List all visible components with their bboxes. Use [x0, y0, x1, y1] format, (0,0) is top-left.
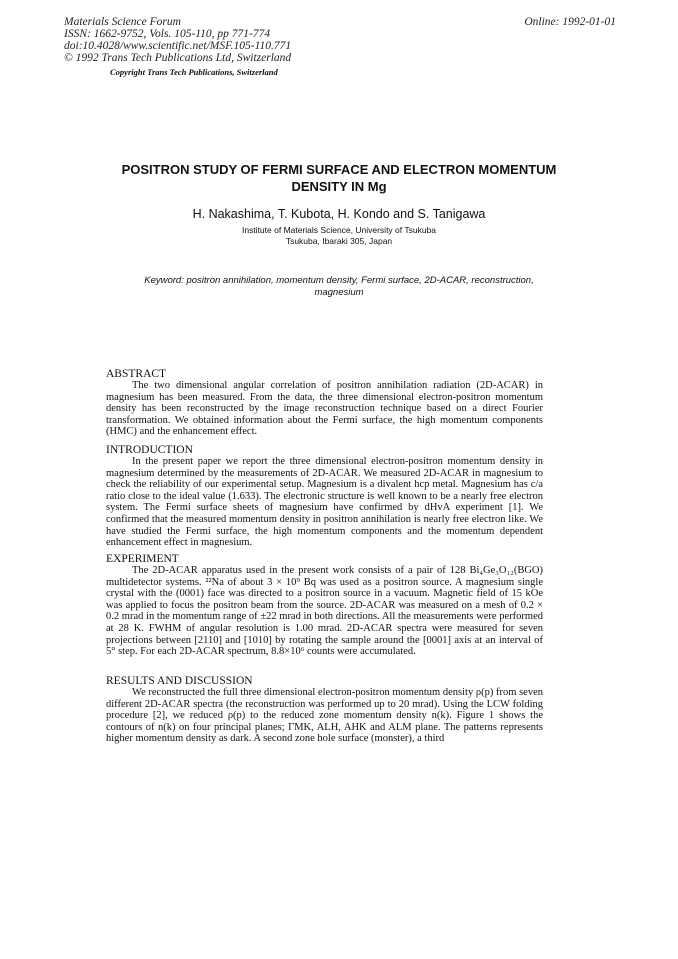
title-line-2: DENSITY IN Mg [291, 179, 387, 194]
section-paragraph: The two dimensional angular correlation of positron annihilation radiation (2D-ACAR) in magnesium has been measured. From the data, the three dimensional electron-positron momentum density has been reconstructed by the image reconstruction technique based on a direct Fourier transformation. We obtained information about the Fermi surface, the high momentum components (HMC) and the enhancement effect. [106, 380, 543, 438]
section-heading: ABSTRACT [106, 368, 167, 380]
section-paragraph: In the present paper we report the three dimensional electron-positron momentum density in magnesium determined by the measurements of 2D-ACAR. We measured 2D-ACAR in magnesium to check the reliability of our experimental setup. Magnesium is a divalent hcp metal. Magnesium has c/a ratio close to the ideal value (1.633). The electronic structure is well known to be a nearly free electron system. The Fermi surface sheets of magnesium have confirmed by dHvA experiment [1]. We confirmed that the measured momentum density in positron annihilation is nearly free electron like. We have studied the Fermi surface, the high momentum components and the momentum dependent enhancement effect in magnesium. [106, 456, 543, 549]
keywords-line-2: magnesium [314, 287, 364, 298]
author-list: H. Nakashima, T. Kubota, H. Kondo and S. Tanigawa [192, 207, 486, 221]
keywords-line-1: Keyword: positron annihilation, momentum density, Fermi surface, 2D-ACAR, reconstruction, [144, 275, 534, 286]
section-results [106, 675, 543, 745]
section-paragraph: We reconstructed the full three dimensional electron-positron momentum density ρ(p) from seven different 2D-ACAR spectra (the reconstruction was performed up to 20 mrad). Using the LCW folding procedure [2], we reduced ρ(p) to the reduced zone momentum density n(k). Figure 1 shows the contours of n(k) on four principal planes; ΓMK, ALH, AHK and ALM plane. The patterns represents higher momentum density as dark. A second zone hole surface (monster), a third [106, 687, 543, 745]
journal-name: Materials Science Forum [64, 16, 181, 28]
affiliation-line-2: Tsukuba, Ibaraki 305, Japan [285, 236, 393, 246]
journal-header [64, 16, 291, 64]
affiliation-line-1: Institute of Materials Science, University of Tsukuba [241, 225, 436, 235]
keywords [0, 275, 678, 299]
section-heading: RESULTS AND DISCUSSION [106, 675, 253, 687]
copyright-line: © 1992 Trans Tech Publications Ltd, Switzerland [64, 52, 292, 64]
section-abstract [106, 368, 543, 438]
title-line-1: POSITRON STUDY OF FERMI SURFACE AND ELECTRON MOMENTUM [121, 162, 557, 177]
section-introduction [106, 444, 543, 549]
doi-link[interactable]: doi:10.4028/www.scientific.net/MSF.105-110.771 [64, 40, 292, 52]
issn-line: ISSN: 1662-9752, Vols. 105-110, pp 771-774 [64, 28, 271, 40]
paper-title [0, 161, 678, 195]
section-heading: INTRODUCTION [106, 444, 193, 456]
publisher-note: Copyright Trans Tech Publications, Switzerland [110, 67, 278, 77]
affiliation [0, 225, 678, 247]
section-paragraph: The 2D-ACAR apparatus used in the present work consists of a pair of 128 Bi₄Ge₃O₁₂(BGO) multidetector systems. ²²Na of about 3 × 10⁹ Bq was used as a positron source. A magnesium single crystal with the (0001) face was directed to a positron source in a vacuum. Magnetic field of 15 kOe was applied to focus the positron beam from the source. 2D-ACAR was measured on a mesh of 0.2 × 0.2 mrad in the momentum range of ±22 mrad in both directions. All the measurements were performed at 28 K. FWHM of angular resolution is 1.00 mrad. 2D-ACAR spectra were measured for seven projections between [2110] and [1010] by rotating the sample around the [0001] axis at an interval of 5° step. For each 2D-ACAR spectrum, 8.8×10⁶ counts were accumulated. [106, 565, 543, 658]
section-experiment [106, 553, 543, 658]
online-date: Online: 1992-01-01 [524, 16, 616, 28]
section-heading: EXPERIMENT [106, 553, 179, 565]
